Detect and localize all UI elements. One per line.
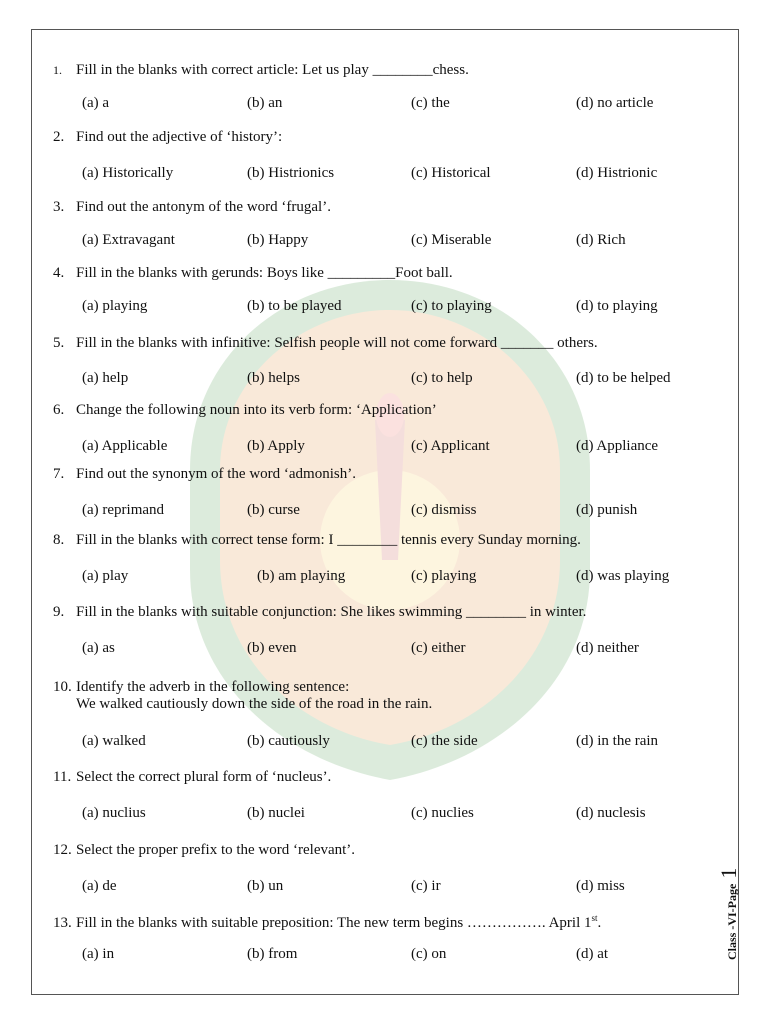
option-a: (a) as [82,640,115,656]
option-c: (c) playing [411,568,477,584]
ordinal-suffix: st [591,913,598,923]
option-d: (d) at [576,946,609,962]
option-a: (a) de [82,878,117,894]
option-b: (b) un [247,878,284,894]
option-c: (c) nuclies [411,805,474,821]
option-b: (b) cautiously [247,733,330,749]
question-text: Find out the synonym of the word ‘admonish’. [76,466,356,482]
question-text: Find out the antonym of the word ‘frugal’. [76,199,331,215]
question-6 [53,402,437,419]
question-text: Fill in the blanks with correct article: Let us play ________chess. [76,62,469,78]
class-label: Class -VI-Page [725,883,739,960]
option-a: (a) playing [82,298,148,314]
option-d: (d) in the rain [576,733,659,749]
option-c: (c) on [411,946,447,962]
question-text: Fill in the blanks with infinitive: Selfish people will not come forward _______ others. [76,335,598,351]
question-9 [53,604,586,621]
option-a: (a) Extravagant [82,232,175,248]
question-text-end: . [597,915,602,931]
question-number: 2. [53,129,65,145]
question-text: Identify the adverb in the following sentence: [76,679,350,695]
option-c: (c) the side [411,733,478,749]
question-number: 6. [53,402,65,418]
option-d: (d) was playing [576,568,670,584]
question-number: 12. [53,842,72,858]
question-12 [53,842,355,859]
option-b: (b) an [247,95,283,111]
option-d: (d) Appliance [576,438,659,454]
question-number: 11. [53,769,72,785]
question-13 [53,910,601,932]
question-text: Fill in the blanks with correct tense form: I ________ tennis every Sunday morning. [76,532,581,548]
question-number: 1. [53,63,62,77]
option-a: (a) reprimand [82,502,165,518]
question-text: Select the correct plural form of ‘nucleus’. [76,769,332,785]
option-b: (b) curse [247,502,300,518]
option-d: (d) punish [576,502,638,518]
question-number: 13. [53,915,72,931]
question-8 [53,532,581,549]
option-b: (b) from [247,946,298,962]
question-number: 7. [53,466,65,482]
option-a: (a) walked [82,733,146,749]
option-b: (b) Histrionics [247,165,335,181]
question-7 [53,466,356,483]
option-d: (d) neither [576,640,639,656]
option-c: (c) dismiss [411,502,477,518]
option-b: (b) am playing [257,568,346,584]
page-number: 1 [716,867,741,879]
question-text: Fill in the blanks with gerunds: Boys like _________Foot ball. [76,265,453,281]
option-b: (b) Happy [247,232,309,248]
option-b: (b) helps [247,370,300,386]
option-c: (c) Historical [411,165,491,181]
question-text: Select the proper prefix to the word ‘relevant’. [76,842,356,858]
question-text: Find out the adjective of ‘history’: [76,129,283,145]
option-b: (b) even [247,640,297,656]
option-d: (d) Rich [576,232,626,248]
option-c: (c) ir [411,878,441,894]
question-3 [53,199,331,216]
option-c: (c) Applicant [411,438,490,454]
option-a: (a) nuclius [82,805,146,821]
option-a: (a) a [82,95,110,111]
option-d: (d) no article [576,95,654,111]
option-d: (d) to be helped [576,370,671,386]
question-text-line2: We walked cautiously down the side of the road in the rain. [76,696,433,712]
question-1 [53,62,469,79]
option-b: (b) nuclei [247,805,305,821]
option-c: (c) to playing [411,298,492,314]
question-number: 4. [53,265,65,281]
option-a: (a) in [82,946,115,962]
option-d: (d) nuclesis [576,805,646,821]
option-d: (d) to playing [576,298,658,314]
question-4 [53,265,453,282]
question-number: 8. [53,532,65,548]
question-number: 5. [53,335,65,351]
question-number: 9. [53,604,65,620]
question-2 [53,129,282,146]
question-text: Change the following noun into its verb form: ‘Application’ [76,402,437,418]
option-a: (a) play [82,568,129,584]
option-b: (b) Apply [247,438,305,454]
question-text: Fill in the blanks with suitable conjunction: She likes swimming ________ in winter. [76,604,587,620]
option-c: (c) to help [411,370,473,386]
option-d: (d) Histrionic [576,165,658,181]
option-a: (a) Applicable [82,438,168,454]
question-10 [53,679,432,713]
option-c: (c) Miserable [411,232,492,248]
question-text: Fill in the blanks with suitable preposition: The new term begins ……………. April 1 [76,915,592,931]
option-c: (c) the [411,95,450,111]
option-d: (d) miss [576,878,625,894]
option-b: (b) to be played [247,298,342,314]
option-c: (c) either [411,640,466,656]
question-number: 3. [53,199,65,215]
option-a: (a) Historically [82,165,174,181]
question-11 [53,769,331,786]
question-number: 10. [53,679,72,695]
question-5 [53,335,598,352]
page-label [716,868,742,960]
option-a: (a) help [82,370,129,386]
